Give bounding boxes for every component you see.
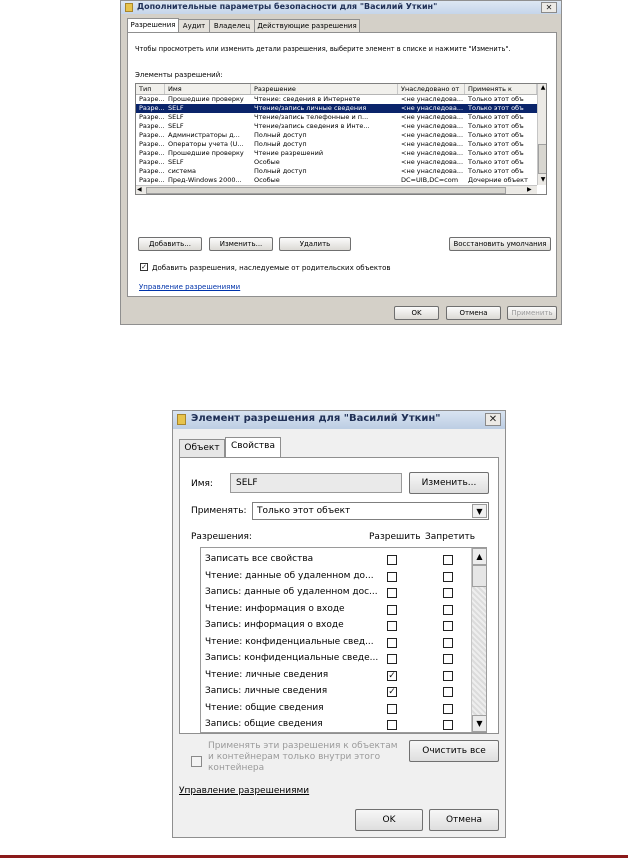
- title-bar[interactable]: [121, 1, 561, 14]
- table-row[interactable]: [136, 176, 539, 185]
- apply-only-within-label: [208, 741, 398, 774]
- scroll-down-arrow-icon[interactable]: ▼: [540, 176, 546, 183]
- cell-permission: Чтение: сведения в Интернете: [254, 95, 361, 103]
- permission-label: Чтение: данные об удаленном до...: [205, 570, 374, 581]
- cancel-button[interactable]: Отмена: [429, 809, 499, 831]
- apply-only-within-line-1: Применять эти разрешения к объектам: [208, 741, 398, 751]
- page-bottom-rule: [0, 855, 628, 858]
- permission-label: Запись: данные об удаленном дос...: [205, 587, 378, 597]
- permission-label: Чтение: информация о входе: [205, 603, 345, 614]
- permission-row: [201, 651, 471, 667]
- edit-button[interactable]: Изменить...: [209, 237, 273, 251]
- allow-checkbox[interactable]: [387, 588, 397, 598]
- permission-label: Чтение: общие сведения: [205, 702, 324, 713]
- ok-button[interactable]: OK: [394, 306, 439, 320]
- permission-row: [201, 602, 471, 618]
- tab-owner[interactable]: Владелец: [209, 19, 255, 34]
- dialog-title: Элемент разрешения для "Василий Уткин": [191, 413, 441, 424]
- cell-inherited-from: <не унаследова...: [401, 95, 464, 103]
- cell-type: Разре...: [139, 113, 165, 121]
- deny-checkbox[interactable]: [443, 671, 453, 681]
- cell-type: Разре...: [139, 122, 165, 130]
- close-button[interactable]: ✕: [485, 413, 501, 426]
- change-name-button[interactable]: Изменить...: [409, 472, 489, 494]
- tab-object[interactable]: Объект: [179, 439, 225, 457]
- deny-checkbox[interactable]: [443, 555, 453, 565]
- inherit-checkbox[interactable]: ✓: [141, 263, 147, 271]
- permission-label: Записать все свойства: [205, 554, 314, 564]
- permission-label: Запись: информация о входе: [205, 620, 344, 630]
- cell-permission: Чтение разрешений: [254, 149, 324, 157]
- permission-row: [201, 569, 471, 585]
- cell-type: Разре...: [139, 95, 165, 103]
- cancel-button[interactable]: Отмена: [446, 306, 501, 320]
- allow-checkbox[interactable]: [387, 621, 397, 631]
- table-row[interactable]: [136, 104, 539, 113]
- vertical-scrollbar[interactable]: [471, 548, 487, 732]
- clear-all-button[interactable]: Очистить все: [409, 740, 499, 762]
- column-header-type[interactable]: Тип: [136, 84, 165, 94]
- permission-entries-table[interactable]: [135, 83, 547, 195]
- cell-inherited-from: <не унаследова...: [401, 122, 464, 130]
- cell-apply-to: Только этот объ: [468, 113, 524, 121]
- table-row[interactable]: [136, 158, 539, 167]
- apply-only-within-line-2: и контейнерам только внутри этого: [208, 752, 381, 762]
- permission-row: [201, 585, 471, 601]
- deny-checkbox[interactable]: [443, 621, 453, 631]
- column-header-name[interactable]: Имя: [165, 84, 251, 94]
- permission-row: [201, 618, 471, 634]
- deny-column-header: Запретить: [425, 532, 476, 542]
- hscroll-thumb[interactable]: [146, 187, 506, 194]
- entries-label: Элементы разрешений:: [135, 71, 223, 79]
- permission-row: [201, 635, 471, 651]
- cell-type: Разре...: [139, 104, 165, 112]
- cell-apply-to: Дочерние объект: [468, 176, 528, 184]
- cell-type: Разре...: [139, 176, 165, 184]
- permission-entry-dialog: [172, 410, 506, 838]
- cell-name: Операторы учета (U...: [168, 140, 244, 148]
- horizontal-scrollbar[interactable]: [136, 185, 537, 195]
- scroll-right-arrow-icon[interactable]: ▶: [527, 186, 532, 193]
- ok-button[interactable]: OK: [355, 809, 423, 831]
- allow-checkbox[interactable]: [387, 720, 397, 730]
- cell-apply-to: Только этот объ: [468, 140, 524, 148]
- allow-checkbox[interactable]: [387, 654, 397, 664]
- cell-permission: Полный доступ: [254, 131, 307, 139]
- permissions-label: Разрешения:: [191, 532, 252, 542]
- cell-apply-to: Только этот объ: [468, 167, 524, 175]
- scroll-down-arrow-icon[interactable]: ▼: [472, 715, 487, 732]
- name-field[interactable]: SELF: [230, 473, 402, 493]
- cell-type: Разре...: [139, 140, 165, 148]
- allow-checkbox[interactable]: [387, 638, 397, 648]
- column-header-permission[interactable]: Разрешение: [251, 84, 398, 94]
- cell-inherited-from: <не унаследова...: [401, 113, 464, 121]
- cell-inherited-from: <не унаследова...: [401, 167, 464, 175]
- apply-to-selected-value: Только этот объект: [257, 506, 351, 516]
- tab-properties[interactable]: Свойства: [225, 437, 281, 457]
- scroll-left-arrow-icon[interactable]: ◀: [137, 186, 142, 193]
- deny-checkbox[interactable]: [443, 638, 453, 648]
- table-row[interactable]: [136, 113, 539, 122]
- cell-name: Прошедшие проверку: [168, 95, 244, 103]
- restore-defaults-button[interactable]: Восстановить умолчания: [449, 237, 551, 251]
- table-row[interactable]: [136, 140, 539, 149]
- permission-label: Чтение: конфиденциальные свед...: [205, 636, 374, 647]
- cell-name: SELF: [168, 104, 184, 112]
- tab-permissions[interactable]: Разрешения: [127, 18, 179, 34]
- cell-type: Разре...: [139, 167, 165, 175]
- allow-checkbox[interactable]: ✓: [388, 670, 396, 681]
- remove-button[interactable]: Удалить: [279, 237, 351, 251]
- cell-type: Разре...: [139, 158, 165, 166]
- cell-inherited-from: <не унаследова...: [401, 131, 464, 139]
- manage-permissions-link[interactable]: Управление разрешениями: [139, 283, 241, 291]
- apply-only-within-checkbox[interactable]: [191, 756, 202, 767]
- table-header: [136, 84, 547, 95]
- scroll-thumb[interactable]: [472, 565, 487, 587]
- cell-apply-to: Только этот объ: [468, 104, 524, 112]
- column-header-inherited-from[interactable]: Унаследовано от: [398, 84, 465, 94]
- scroll-thumb[interactable]: [538, 144, 547, 174]
- cell-apply-to: Только этот объ: [468, 158, 524, 166]
- advanced-security-dialog: [120, 0, 562, 325]
- permission-row: [201, 668, 471, 684]
- deny-checkbox[interactable]: [443, 605, 453, 615]
- cell-name: SELF: [168, 113, 184, 121]
- column-header-apply-to[interactable]: Применять к: [465, 84, 537, 94]
- deny-checkbox[interactable]: [443, 704, 453, 714]
- allow-checkbox[interactable]: [387, 605, 397, 615]
- permission-label: Запись: личные сведения: [205, 686, 328, 696]
- permission-row: [201, 717, 471, 733]
- scroll-up-arrow-icon[interactable]: ▲: [540, 84, 546, 91]
- close-button[interactable]: ✕: [541, 2, 557, 13]
- allow-checkbox[interactable]: ✓: [388, 687, 396, 697]
- folder-icon: [177, 414, 186, 425]
- title-bar[interactable]: [173, 411, 505, 429]
- cell-type: Разре...: [139, 149, 165, 157]
- cell-name: Пред-Windows 2000...: [168, 176, 242, 184]
- instruction-text: Чтобы просмотреть или изменить детали разрешения, выберите элемент в списке и нажмите "Изменить".: [135, 45, 511, 53]
- deny-checkbox[interactable]: [443, 588, 453, 598]
- allow-checkbox[interactable]: [387, 572, 397, 582]
- deny-checkbox[interactable]: [443, 720, 453, 730]
- add-button[interactable]: Добавить...: [138, 237, 202, 251]
- cell-permission: Полный доступ: [254, 140, 307, 148]
- permission-row: [201, 552, 471, 568]
- cell-permission: Полный доступ: [254, 167, 307, 175]
- cell-inherited-from: <не унаследова...: [401, 158, 464, 166]
- scroll-up-arrow-icon[interactable]: ▲: [472, 548, 487, 565]
- cell-apply-to: Только этот объ: [468, 122, 524, 130]
- chevron-down-icon[interactable]: ▼: [472, 504, 487, 518]
- allow-column-header: Разрешить: [369, 532, 421, 542]
- cell-inherited-from: <не унаследова...: [401, 140, 464, 148]
- cell-apply-to: Только этот объ: [468, 131, 524, 139]
- vertical-scrollbar[interactable]: [537, 84, 547, 185]
- apply-button[interactable]: Применить: [507, 306, 557, 320]
- deny-checkbox[interactable]: [443, 572, 453, 582]
- cell-type: Разре...: [139, 131, 165, 139]
- apply-to-select[interactable]: [252, 502, 489, 520]
- table-row[interactable]: [136, 131, 539, 140]
- permission-label: Чтение: личные сведения: [205, 669, 329, 680]
- cell-name: Администраторы д...: [168, 131, 240, 139]
- cell-apply-to: Только этот объ: [468, 149, 524, 157]
- cell-apply-to: Только этот объ: [468, 95, 524, 103]
- cell-permission: Чтение/запись телефонные и п...: [254, 113, 369, 121]
- inherit-checkbox-label: Добавить разрешения, наследуемые от родительских объектов: [152, 264, 391, 272]
- allow-checkbox[interactable]: [387, 555, 397, 565]
- dialog-title: Дополнительные параметры безопасности для "Василий Уткин": [137, 2, 438, 11]
- permission-row: [201, 701, 471, 717]
- folder-icon: [125, 3, 133, 12]
- cell-name: SELF: [168, 122, 184, 130]
- table-row[interactable]: [136, 122, 539, 131]
- table-row[interactable]: [136, 167, 539, 176]
- name-label: Имя:: [191, 479, 213, 489]
- tab-effective-permissions[interactable]: Действующие разрешения: [254, 19, 360, 34]
- deny-checkbox[interactable]: [443, 687, 453, 697]
- manage-permissions-link[interactable]: Управление разрешениями: [179, 786, 310, 796]
- cell-name: система: [168, 167, 197, 175]
- cell-inherited-from: DC=UIB,DC=com: [401, 176, 459, 184]
- permission-row: [201, 684, 471, 700]
- allow-checkbox[interactable]: [387, 704, 397, 714]
- cell-permission: Чтение/запись личные сведения: [254, 104, 367, 112]
- apply-only-within-line-3: контейнера: [208, 763, 265, 773]
- permission-label: Запись: конфиденциальные сведе...: [205, 653, 379, 663]
- cell-name: SELF: [168, 158, 184, 166]
- cell-permission: Особые: [254, 158, 280, 166]
- cell-permission: Чтение/запись сведения в Инте...: [254, 122, 370, 130]
- cell-permission: Особые: [254, 176, 280, 184]
- permission-label: Запись: общие сведения: [205, 719, 323, 729]
- table-row[interactable]: [136, 149, 539, 158]
- apply-to-label: Применять:: [191, 506, 247, 516]
- cell-name: Прошедшие проверку: [168, 149, 244, 157]
- table-row[interactable]: [136, 95, 539, 104]
- cell-inherited-from: <не унаследова...: [401, 104, 464, 112]
- deny-checkbox[interactable]: [443, 654, 453, 664]
- tab-audit[interactable]: Аудит: [178, 19, 210, 34]
- cell-inherited-from: <не унаследова...: [401, 149, 464, 157]
- permissions-list[interactable]: [200, 547, 487, 733]
